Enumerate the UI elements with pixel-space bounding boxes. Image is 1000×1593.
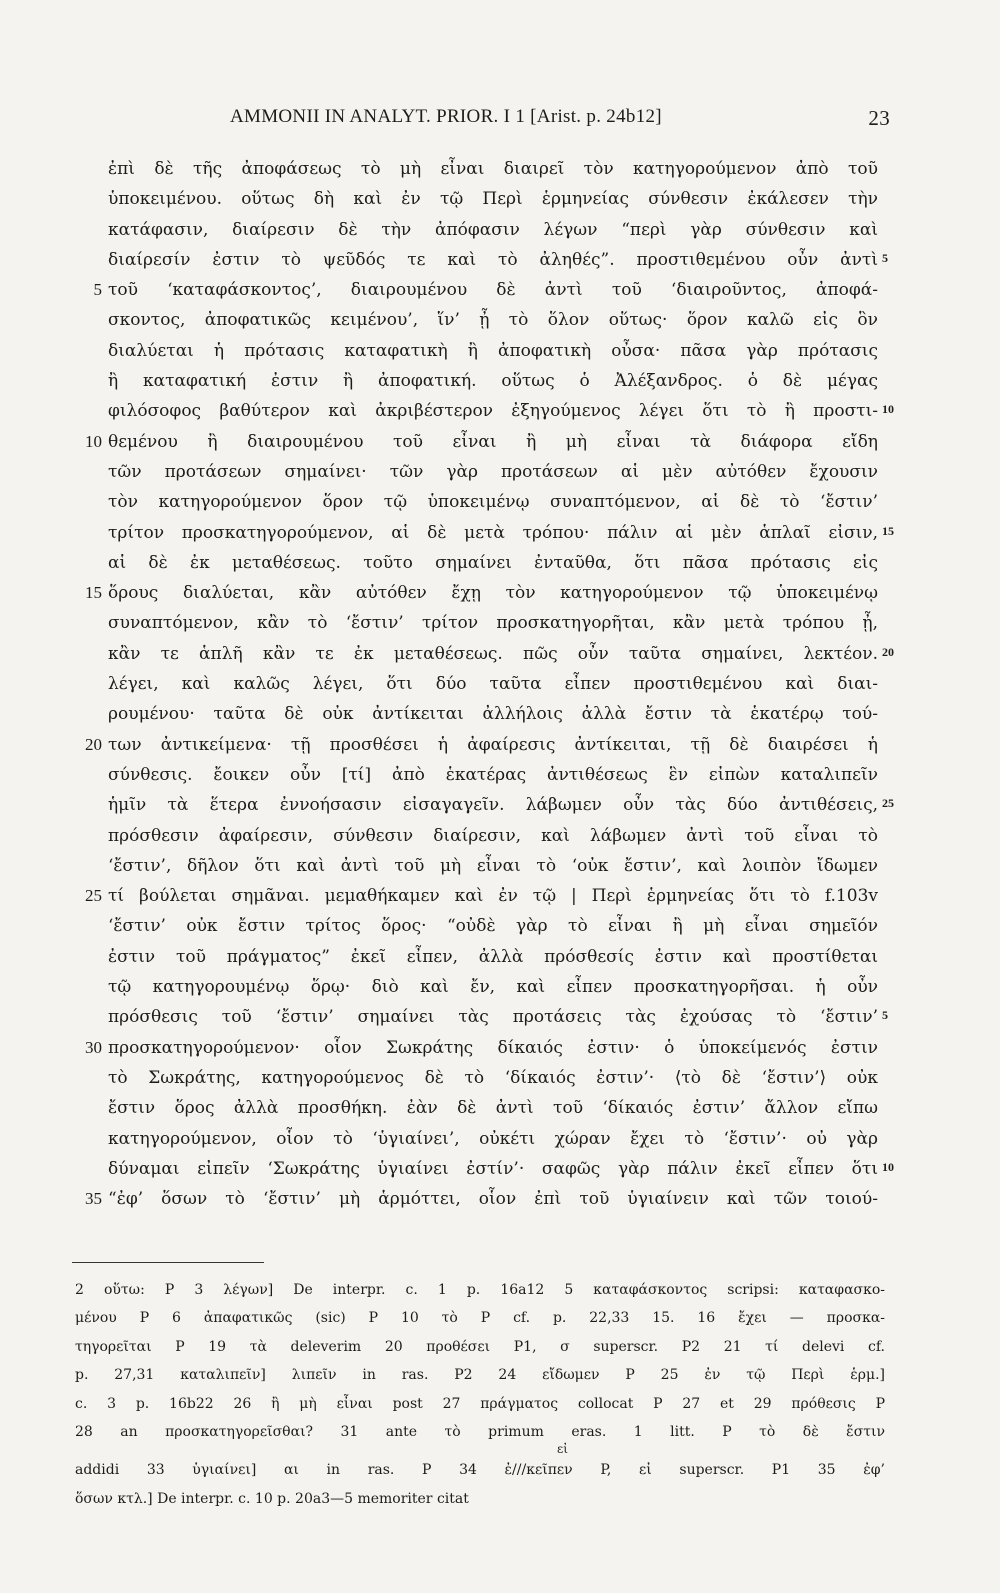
running-header bbox=[230, 106, 890, 128]
footnote-superscript: εἰ bbox=[557, 1442, 568, 1457]
line-text: διαλύεται ἡ πρότασις καταφατικὴ ἢ ἀποφατικὴ οὖσα· πᾶσα γὰρ πρότασις bbox=[108, 340, 878, 361]
footnote-line: p. 27,31 καταλιπεῖν] λιπεῖν in ras. P2 24 εἴδωμεν P 25 ἐν τῷ Περὶ ἑρμ.] bbox=[75, 1367, 885, 1384]
line-text: τοῦ ‘καταφάσκοντος’, διαιρουμένου δὲ ἀντὶ τοῦ ‘διαιροῦντος, ἀποφά- bbox=[108, 280, 878, 301]
line-text: διαίρεσίν ἐστιν τὸ ψεῦδός τε καὶ τὸ ἀληθές”. προστιθεμένου οὖν ἀντὶ bbox=[108, 249, 878, 270]
line-text: σκοντος, ἀποφατικῶς κειμένου’, ἵν’ ᾖ τὸ ὅλον οὕτως· ὅρον καλῶ εἰς ὃν bbox=[108, 310, 878, 331]
line-number-left: 5 bbox=[93, 280, 102, 300]
text-line bbox=[108, 518, 894, 548]
line-number-right: 10 bbox=[882, 1159, 894, 1174]
footnote-rule bbox=[72, 1262, 264, 1263]
main-text bbox=[85, 154, 894, 1214]
footnotes bbox=[75, 1276, 885, 1513]
text-line bbox=[108, 184, 878, 214]
line-number-right: 20 bbox=[882, 644, 894, 659]
line-number-left: 25 bbox=[85, 886, 102, 906]
footnote-line: 2 οὕτω: P 3 λέγων] De interpr. c. 1 p. 16a12 5 καταφάσκοντος scripsi: καταφασκο- bbox=[75, 1282, 885, 1298]
text-line bbox=[108, 548, 878, 578]
text-line bbox=[108, 942, 878, 972]
line-text: θεμένου ἢ διαιρουμένου τοῦ εἶναι ἢ μὴ εἶναι τὰ διάφορα εἴδη bbox=[108, 431, 878, 452]
line-text: δύναμαι εἰπεῖν ‘Σωκράτης ὑγιαίνει ἐστίν’· σαφῶς γὰρ πάλιν ἐκεῖ εἶπεν ὅτι bbox=[108, 1158, 878, 1179]
text-line bbox=[108, 790, 894, 820]
text-line bbox=[85, 1033, 878, 1063]
line-text: τῷ κατηγορουμένῳ ὅρῳ· διὸ καὶ ἔν, καὶ εἶπεν προσκατηγορῆσαι. ἡ οὖν bbox=[108, 977, 878, 998]
line-text: ἐπὶ δὲ τῆς ἀποφάσεως τὸ μὴ εἶναι διαιρεῖ τὸν κατηγορούμενον ἀπὸ τοῦ bbox=[108, 159, 878, 179]
line-text: ὑποκειμένου. οὕτως δὴ καὶ ἐν τῷ Περὶ ἑρμηνείας σύνθεσιν ἐκάλεσεν τὴν bbox=[108, 189, 878, 210]
line-text: ‘ἔστιν’ οὐκ ἔστιν τρίτος ὅρος· “οὐδὲ γὰρ τὸ εἶναι ἢ μὴ εἶναι σημεῖόν bbox=[108, 916, 878, 937]
line-text: ἢ καταφατική ἐστιν ἢ ἀποφατική. οὕτως ὁ Ἀλέξανδρος. ὁ δὲ μέγας bbox=[108, 371, 878, 392]
line-number-left: 10 bbox=[85, 431, 102, 451]
line-text: τὸ Σωκράτης, κατηγορούμενος δὲ τὸ ‘δίκαιός ἐστιν’· ⟨τὸ δὲ ‘ἔστιν’⟩ οὐκ bbox=[108, 1067, 878, 1088]
line-text: τρίτον προσκατηγορούμενον, αἱ δὲ μετὰ τρόπου· πάλιν αἱ μὲν ἁπλαῖ εἰσιν, bbox=[108, 522, 878, 543]
footnote-line: addidi 33 ὑγιαίνει] αι in ras. P 34 ἐ///κεῖπεν P, εἰ superscr. P1 35 ἐφ’ bbox=[75, 1462, 885, 1479]
line-number-right: 25 bbox=[882, 796, 894, 811]
text-line bbox=[108, 699, 878, 729]
line-number-left: 30 bbox=[85, 1037, 102, 1057]
text-line bbox=[108, 457, 878, 487]
text-line bbox=[108, 1002, 888, 1032]
line-number-right: 5 bbox=[882, 1008, 888, 1023]
line-text: τί βούλεται σημᾶναι. μεμαθήκαμεν καὶ ἐν τῷ | Περὶ ἑρμηνείας ὅτι τὸ f.103v bbox=[108, 886, 878, 907]
line-text: κατηγορούμενον, οἷον τὸ ‘ὑγιαίνει’, οὐκέτι χώραν ἔχει τὸ ‘ἔστιν’· οὐ γὰρ bbox=[108, 1128, 878, 1149]
line-text: σύνθεσις. ἔοικεν οὖν [τί] ἀπὸ ἑκατέρας ἀντιθέσεως ἓν εἰπὼν καταλιπεῖν bbox=[108, 764, 878, 785]
line-text: ὅρους διαλύεται, κἂν αὐτόθεν ἔχῃ τὸν κατηγορούμενον τῷ ὑποκειμένῳ bbox=[108, 583, 878, 604]
line-number-left: 35 bbox=[85, 1189, 102, 1209]
text-line bbox=[93, 275, 878, 305]
text-line bbox=[108, 154, 878, 184]
line-number-right: 5 bbox=[882, 250, 888, 265]
line-text: προσκατηγορούμενον· οἷον Σωκράτης δίκαιός ἐστιν· ὁ ὑποκείμενός ἐστιν bbox=[108, 1037, 878, 1058]
text-line bbox=[108, 760, 878, 790]
text-line bbox=[108, 821, 878, 851]
text-line bbox=[108, 972, 878, 1002]
line-text: ρουμένου· ταῦτα δὲ οὐκ ἀντίκειται ἀλλήλοις ἀλλὰ ἔστιν τὰ ἑκατέρῳ τού- bbox=[108, 704, 878, 725]
line-text: φιλόσοφος βαθύτερον καὶ ἀκριβέστερον ἐξηγούμενος λέγει ὅτι τὸ ἢ προστι- bbox=[108, 401, 878, 422]
text-line bbox=[108, 396, 894, 426]
text-line bbox=[108, 1154, 894, 1184]
line-text: ἐστιν τοῦ πράγματος” ἐκεῖ εἶπεν, ἀλλὰ πρόσθεσίς ἐστιν καὶ προστίθεται bbox=[108, 946, 878, 967]
line-text: πρόσθεσις τοῦ ‘ἔστιν’ σημαίνει τὰς προτάσεις τὰς ἐχούσας τὸ ‘ἔστιν’ bbox=[108, 1007, 878, 1028]
line-number-right: 10 bbox=[882, 402, 894, 417]
line-text: “ἐφ’ ὅσων τὸ ‘ἔστιν’ μὴ ἁρμόττει, οἷον ἐπὶ τοῦ ὑγιαίνειν καὶ τῶν τοιού- bbox=[108, 1189, 878, 1210]
line-text: ‘ἔστιν’, δῆλον ὅτι καὶ ἀντὶ τοῦ μὴ εἶναι τὸ ‘οὐκ ἔστιν’, καὶ λοιπὸν ἴδωμεν bbox=[108, 855, 878, 876]
line-text: ἔστιν ὅρος ἀλλὰ προσθήκη. ἐὰν δὲ ἀντὶ τοῦ ‘δίκαιός ἐστιν’ ἄλλον εἴπω bbox=[108, 1098, 878, 1119]
text-line bbox=[108, 215, 878, 245]
text-line bbox=[108, 305, 878, 335]
text-line bbox=[108, 336, 878, 366]
footnote-line: 28 an προσκατηγορεῖσθαι? 31 ante τὸ primum eras. 1 litt. P τὸ δὲ ἔστιν bbox=[75, 1423, 885, 1440]
text-line bbox=[108, 1093, 878, 1123]
footnote-superscript-line bbox=[75, 1442, 885, 1457]
page-number: 23 bbox=[868, 106, 890, 130]
footnote-line: ὅσων κτλ.] De interpr. c. 10 p. 20a3—5 memoriter citat bbox=[75, 1490, 469, 1507]
footnote-line: c. 3 p. 16b22 26 ἢ μὴ εἶναι post 27 πράγματος collocat P 27 et 29 πρόθεσις P bbox=[75, 1395, 885, 1412]
text-line bbox=[108, 487, 878, 517]
text-line bbox=[85, 881, 878, 911]
footnote-line: μένου P 6 ἀπαφατικῶς (sic) P 10 τὸ P cf. p. 22,33 15. 16 ἔχει — προσκα- bbox=[75, 1310, 885, 1327]
text-line bbox=[108, 245, 888, 275]
line-text: ἡμῖν τὰ ἕτερα ἐννοήσασιν εἰσαγαγεῖν. λάβωμεν οὖν τὰς δύο ἀντιθέσεις, bbox=[108, 795, 878, 816]
text-line bbox=[85, 730, 878, 760]
line-number-right: 15 bbox=[882, 523, 894, 538]
line-text: τῶν προτάσεων σημαίνει· τῶν γὰρ προτάσεων αἱ μὲν αὐτόθεν ἔχουσιν bbox=[108, 461, 878, 482]
text-line bbox=[108, 851, 878, 881]
text-line bbox=[108, 1124, 878, 1154]
text-line bbox=[108, 911, 878, 941]
footnote-line: τηγορεῖται P 19 τὰ deleverim 20 προθέσει P1, σ superscr. P2 21 τί delevi cf. bbox=[75, 1338, 885, 1355]
line-text: κατάφασιν, διαίρεσιν δὲ τὴν ἀπόφασιν λέγων “περὶ γὰρ σύνθεσιν καὶ bbox=[108, 219, 878, 240]
line-text: συναπτόμενον, κἂν τὸ ‘ἔστιν’ τρίτον προσκατηγορῆται, κἂν μετὰ τρόπου ᾖ, bbox=[108, 613, 878, 634]
line-number-left: 20 bbox=[85, 734, 102, 754]
line-text: των ἀντικείμενα· τῇ προσθέσει ἡ ἀφαίρεσις ἀντίκειται, τῇ δὲ διαιρέσει ἡ bbox=[108, 734, 878, 755]
text-line bbox=[108, 608, 878, 638]
running-title: AMMONII IN ANALYT. PRIOR. I 1 [Arist. p. 24b12] bbox=[230, 106, 662, 127]
line-text: λέγει, καὶ καλῶς λέγει, ὅτι δύο ταῦτα εἶπεν προστιθεμένου καὶ διαι- bbox=[108, 674, 878, 695]
text-line bbox=[108, 1063, 878, 1093]
text-line bbox=[108, 366, 878, 396]
text-line bbox=[108, 639, 894, 669]
line-number-left: 15 bbox=[85, 583, 102, 603]
text-line bbox=[108, 669, 878, 699]
text-line bbox=[85, 427, 878, 457]
line-text: πρόσθεσιν ἀφαίρεσιν, σύνθεσιν διαίρεσιν, καὶ λάβωμεν ἀντὶ τοῦ εἶναι τὸ bbox=[108, 825, 878, 846]
line-text: τὸν κατηγορούμενον ὅρον τῷ ὑποκειμένῳ συναπτόμενον, αἱ δὲ τὸ ‘ἔστιν’ bbox=[108, 492, 878, 513]
line-text: κἂν τε ἁπλῆ κἂν τε ἐκ μεταθέσεως. πῶς οὖν ταῦτα σημαίνει, λεκτέον. bbox=[108, 643, 878, 664]
line-text: αἱ δὲ ἐκ μεταθέσεως. τοῦτο σημαίνει ἐνταῦθα, ὅτι πᾶσα πρότασις εἰς bbox=[108, 552, 878, 573]
text-line bbox=[85, 578, 878, 608]
text-line bbox=[85, 1184, 878, 1214]
